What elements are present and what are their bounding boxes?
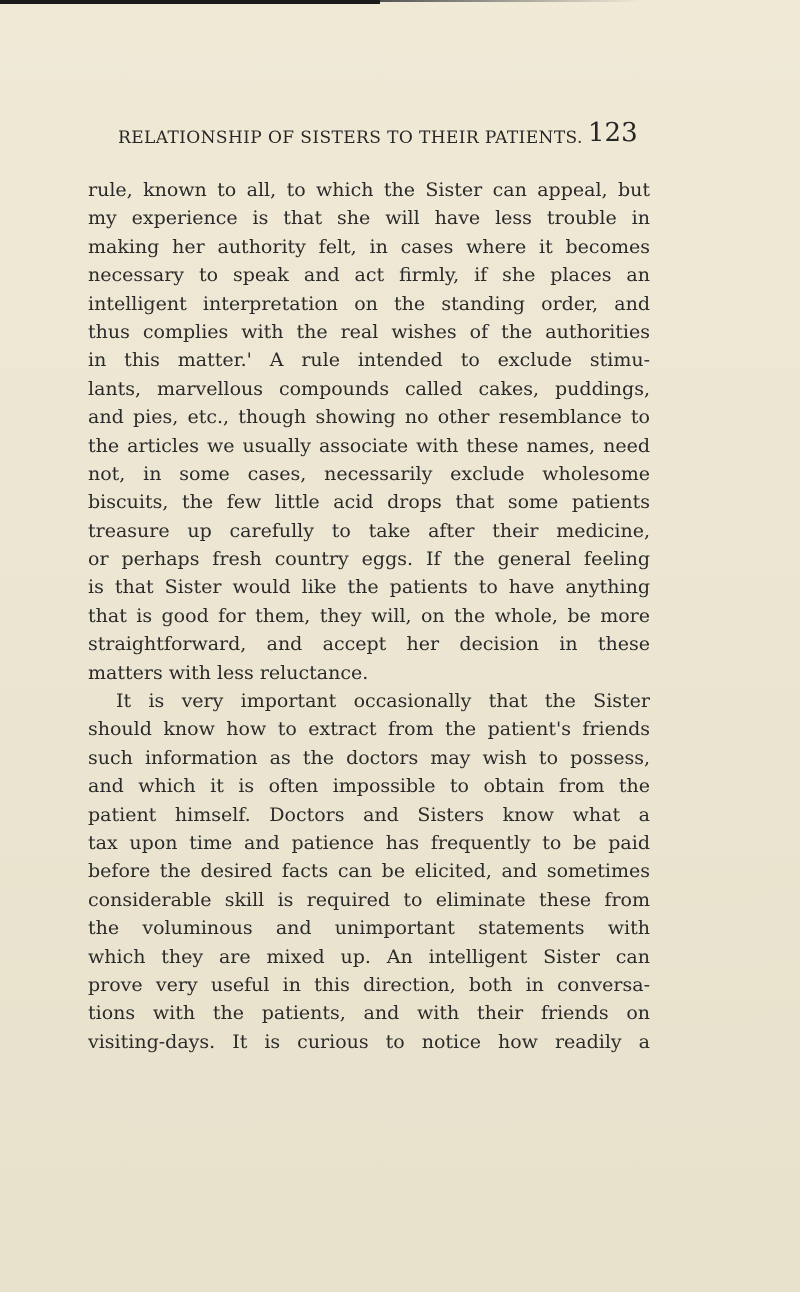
text-line: visiting-days. It is curious to notice how readily a	[88, 1030, 650, 1053]
text-line: the articles we usually associate with these names, need	[88, 434, 650, 457]
text-line: my experience is that she will have less trouble in	[88, 207, 650, 230]
text-line: straightforward, and accept her decision in these	[88, 633, 650, 656]
text-line: necessary to speak and act firmly, if she places an	[88, 264, 650, 287]
text-line: biscuits, the few little acid drops that some patients	[88, 491, 650, 514]
text-line: prove very useful in this direction, both in conversa-	[88, 973, 650, 996]
text-line: intelligent interpretation on the standing order, and	[88, 292, 650, 315]
running-head: RELATIONSHIP OF SISTERS TO THEIR PATIENTS.	[118, 128, 583, 148]
text-line: tions with the patients, and with their friends on	[88, 1002, 650, 1025]
text-line: that is good for them, they will, on the whole, be more	[88, 604, 650, 627]
page-number: 123	[588, 118, 638, 148]
body-text	[88, 176, 650, 1056]
text-line: rule, known to all, to which the Sister can appeal, but	[88, 179, 650, 201]
text-line: and pies, etc., though showing no other resemblance to	[88, 406, 650, 429]
text-line: before the desired facts can be elicited, and sometimes	[88, 860, 650, 883]
text-line: matters with less reluctance.	[88, 661, 369, 684]
text-line: making her authority felt, in cases where it becomes	[88, 235, 650, 258]
text-line: should know how to extract from the patient's friends	[88, 718, 650, 741]
text-line: It is very important occasionally that the Sister	[116, 690, 650, 713]
page-top-edge-shadow	[0, 0, 380, 4]
text-line: in this matter.' A rule intended to exclude stimu-	[88, 349, 650, 372]
text-line: thus complies with the real wishes of the authorities	[88, 320, 650, 343]
text-line: considerable skill is required to eliminate these from	[88, 888, 650, 911]
text-line: tax upon time and patience has frequently to be paid	[88, 831, 650, 854]
text-line: which they are mixed up. An intelligent Sister can	[88, 945, 650, 968]
text-line: or perhaps fresh country eggs. If the general feeling	[88, 548, 650, 571]
text-line: and which it is often impossible to obtain from the	[88, 775, 650, 798]
text-line: lants, marvellous compounds called cakes, puddings,	[88, 377, 650, 400]
text-line: treasure up carefully to take after their medicine,	[88, 519, 650, 542]
text-line: such information as the doctors may wish to possess,	[88, 746, 650, 769]
text-line: the voluminous and unimportant statements with	[88, 917, 650, 940]
text-line: patient himself. Doctors and Sisters know what a	[88, 803, 650, 826]
text-line: not, in some cases, necessarily exclude wholesome	[88, 462, 650, 485]
text-line: is that Sister would like the patients to have anything	[88, 576, 650, 599]
page-top-edge-fade	[380, 0, 640, 2]
